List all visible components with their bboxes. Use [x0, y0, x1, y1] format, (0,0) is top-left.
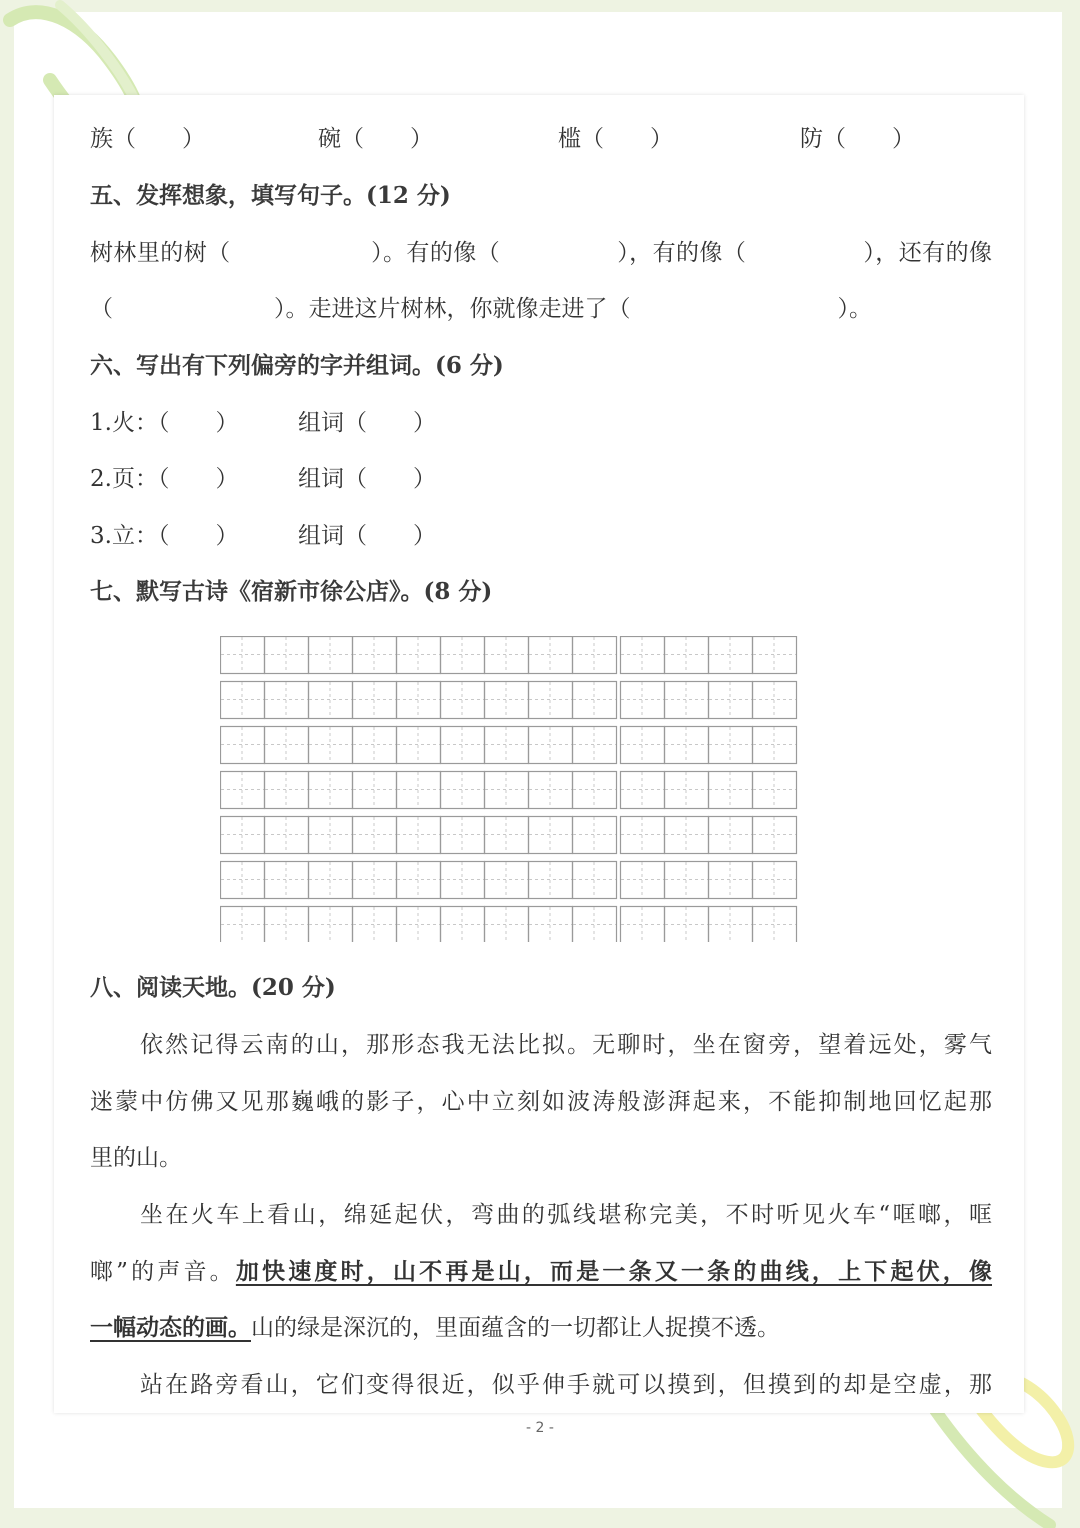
- radical-label: 3.立：（ ）: [90, 523, 239, 549]
- section-7-heading: 七、默写古诗《宿新市徐公店》。(8 分): [90, 578, 493, 605]
- underlined-sentence: 加快速度时，山不再是山，而是一条又一条的曲线，上下起伏，像: [235, 1258, 992, 1285]
- reading-line: 依然记得云南的山，那形态我无法比拟。无聊时，坐在窗旁，望着远处，雾气: [140, 1032, 992, 1058]
- radical-question-1: [90, 408, 436, 438]
- char-item: 槛（ ）: [558, 126, 673, 152]
- underlined-sentence: 一幅动态的画。: [90, 1314, 251, 1341]
- grid-row[interactable]: [221, 862, 797, 899]
- radical-question-3: [90, 521, 436, 551]
- grid-row[interactable]: [221, 817, 797, 854]
- writing-grid[interactable]: [220, 636, 800, 942]
- reading-line: 迷蒙中仿佛又见那巍峨的影子，心中立刻如波涛般澎湃起来，不能抑制地回忆起那: [90, 1089, 992, 1115]
- radical-question-2: [90, 464, 436, 494]
- grid-row[interactable]: [221, 727, 797, 764]
- reading-text: 啷”的声音。: [90, 1259, 236, 1285]
- reading-line: [90, 1313, 992, 1343]
- char-item: 防（ ）: [800, 126, 915, 152]
- grid-row[interactable]: [221, 772, 797, 809]
- grid-row[interactable]: [221, 637, 797, 674]
- reading-line: 坐在火车上看山，绵延起伏，弯曲的弧线堪称完美，不时听见火车“哐啷，哐: [140, 1202, 992, 1228]
- section-8-heading: 八、阅读天地。(20 分): [90, 974, 336, 1001]
- char-item: 碗（ ）: [318, 126, 433, 152]
- word-label: 组词（ ）: [298, 466, 436, 492]
- word-label: 组词（ ）: [298, 523, 436, 549]
- reading-line: [90, 1257, 992, 1287]
- section-6-heading: 六、写出有下列偏旁的字并组词。(6 分): [90, 352, 504, 379]
- radical-label: 1.火：（ ）: [90, 410, 239, 436]
- section-5-heading: 五、发挥想象，填写句子。(12 分): [90, 182, 451, 209]
- character-row: [90, 124, 990, 154]
- radical-label: 2.页：（ ）: [90, 466, 239, 492]
- grid-row[interactable]: [221, 682, 797, 719]
- reading-text: 山的绿是深沉的，里面蕴含的一切都让人捉摸不透。: [251, 1315, 780, 1341]
- reading-line: 里的山。: [90, 1145, 182, 1171]
- page-number: - 2 -: [526, 1420, 554, 1436]
- section-5-line-1: 树林里的树（ ）。有的像（ ），有的像（ ），还有的像: [90, 240, 992, 266]
- reading-line: 站在路旁看山，它们变得很近，似乎伸手就可以摸到，但摸到的却是空虚，那: [140, 1372, 992, 1398]
- grid-row[interactable]: [221, 907, 797, 943]
- char-item: 族（ ）: [90, 126, 205, 152]
- word-label: 组词（ ）: [298, 410, 436, 436]
- section-5-line-2: （ ）。走进这片树林，你就像走进了（ ）。: [90, 296, 872, 322]
